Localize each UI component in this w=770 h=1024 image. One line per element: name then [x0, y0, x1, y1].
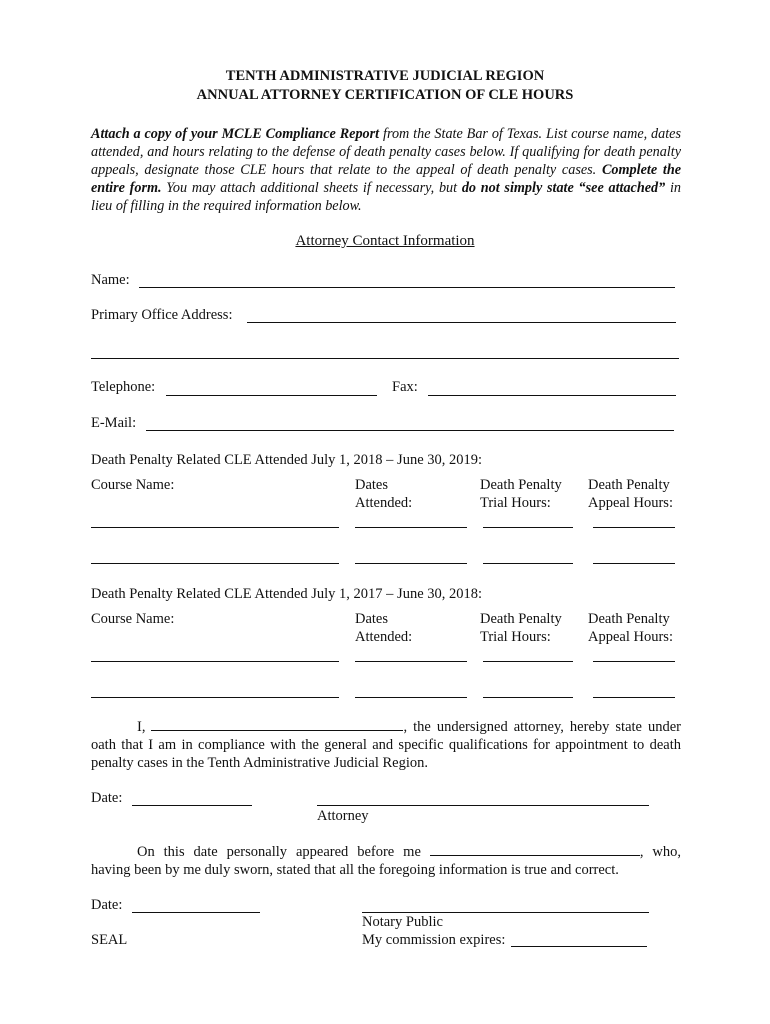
trial-hours-header-line2: Trial Hours:	[480, 629, 551, 645]
address-field-line1[interactable]	[247, 322, 676, 323]
instructions-attach-report: Attach a copy of your MCLE Compliance Report	[91, 126, 380, 142]
email-label: E-Mail:	[91, 415, 137, 431]
name-label: Name:	[91, 272, 130, 288]
telephone-label: Telephone:	[91, 379, 156, 395]
oath-text: , the undersigned attorney, hereby state under oath that I am in compliance with the general and specific qualifications for appointment to death penalty cases in the Tenth Administrative Judicial Region.	[91, 719, 681, 771]
instructions-paragraph	[91, 125, 681, 215]
contact-heading: Attorney Contact Information	[295, 233, 475, 249]
address-label: Primary Office Address:	[91, 307, 233, 323]
trial-hours-field[interactable]	[483, 563, 573, 564]
appeal-hours-field[interactable]	[593, 563, 675, 564]
notary-text-before: On this date personally appeared before me	[137, 844, 421, 860]
appeal-hours-header-line2: Appeal Hours:	[588, 495, 673, 511]
commission-expires-field[interactable]	[511, 946, 647, 947]
dates-field[interactable]	[355, 661, 467, 662]
fax-field[interactable]	[428, 395, 676, 396]
dates-header: Dates	[355, 477, 389, 493]
course-name-field[interactable]	[91, 661, 339, 662]
notary-date-label: Date:	[91, 897, 123, 913]
trial-hours-header: Death Penalty	[480, 477, 562, 493]
instructions-complete-form: Complete the entire form.	[91, 162, 682, 196]
trial-hours-field[interactable]	[483, 697, 573, 698]
seal-label: SEAL	[91, 932, 128, 948]
oath-date-label: Date:	[91, 790, 123, 806]
instructions-text-3: in lieu of filling in the required information below.	[91, 180, 682, 214]
course-name-field[interactable]	[91, 527, 339, 528]
email-field[interactable]	[146, 430, 674, 431]
appeal-hours-header-line2: Appeal Hours:	[588, 629, 673, 645]
notary-signature-field[interactable]	[362, 912, 649, 913]
form-title-line1: TENTH ADMINISTRATIVE JUDICIAL REGION	[225, 68, 545, 84]
dates-header-line2: Attended:	[355, 629, 413, 645]
dates-header: Dates	[355, 611, 389, 627]
commission-expires-label: My commission expires:	[362, 932, 506, 948]
oath-date-field[interactable]	[132, 805, 252, 806]
oath-i-label: I,	[137, 719, 146, 735]
appeal-hours-field[interactable]	[593, 661, 675, 662]
notary-date-field[interactable]	[132, 912, 260, 913]
trial-hours-field[interactable]	[483, 527, 573, 528]
form-title-line2: ANNUAL ATTORNEY CERTIFICATION OF CLE HOURS	[196, 87, 574, 103]
course-name-field[interactable]	[91, 563, 339, 564]
course-name-field[interactable]	[91, 697, 339, 698]
dates-header-line2: Attended:	[355, 495, 413, 511]
instructions-text-1: from the State Bar of Texas. List course name, dates attended, and hours relating to the defense of death penalty cases below. If qualifying for death penalty appeals, designate those CLE hours that relate to the appeal of death penalty cases.	[91, 126, 682, 178]
attorney-name-field[interactable]	[151, 718, 403, 731]
trial-hours-header-line2: Trial Hours:	[480, 495, 551, 511]
name-field[interactable]	[139, 287, 675, 288]
trial-hours-field[interactable]	[483, 661, 573, 662]
oath-paragraph	[91, 718, 681, 772]
notary-paragraph	[91, 843, 681, 879]
appeal-hours-field[interactable]	[593, 697, 675, 698]
appeal-hours-header: Death Penalty	[588, 611, 670, 627]
section-2019-heading: Death Penalty Related CLE Attended July 1, 2018 – June 30, 2019:	[91, 452, 483, 468]
dates-field[interactable]	[355, 563, 467, 564]
notary-text-after: , who, having been by me duly sworn, stated that all the foregoing information is true and correct.	[91, 844, 681, 878]
appeal-hours-field[interactable]	[593, 527, 675, 528]
trial-hours-header: Death Penalty	[480, 611, 562, 627]
address-field-line2[interactable]	[91, 358, 679, 359]
appeal-hours-header: Death Penalty	[588, 477, 670, 493]
dates-field[interactable]	[355, 697, 467, 698]
attorney-signature-label: Attorney	[317, 808, 369, 824]
appeared-name-field[interactable]	[430, 843, 640, 856]
attorney-signature-field[interactable]	[317, 805, 649, 806]
dates-field[interactable]	[355, 527, 467, 528]
instructions-text-2: You may attach additional sheets if necessary, but	[161, 180, 462, 196]
section-2018-heading: Death Penalty Related CLE Attended July 1, 2017 – June 30, 2018:	[91, 586, 483, 602]
notary-public-label: Notary Public	[362, 914, 443, 930]
instructions-see-attached: do not simply state “see attached”	[461, 180, 666, 196]
course-name-header: Course Name:	[91, 477, 175, 493]
fax-label: Fax:	[392, 379, 418, 395]
course-name-header: Course Name:	[91, 611, 175, 627]
telephone-field[interactable]	[166, 395, 377, 396]
